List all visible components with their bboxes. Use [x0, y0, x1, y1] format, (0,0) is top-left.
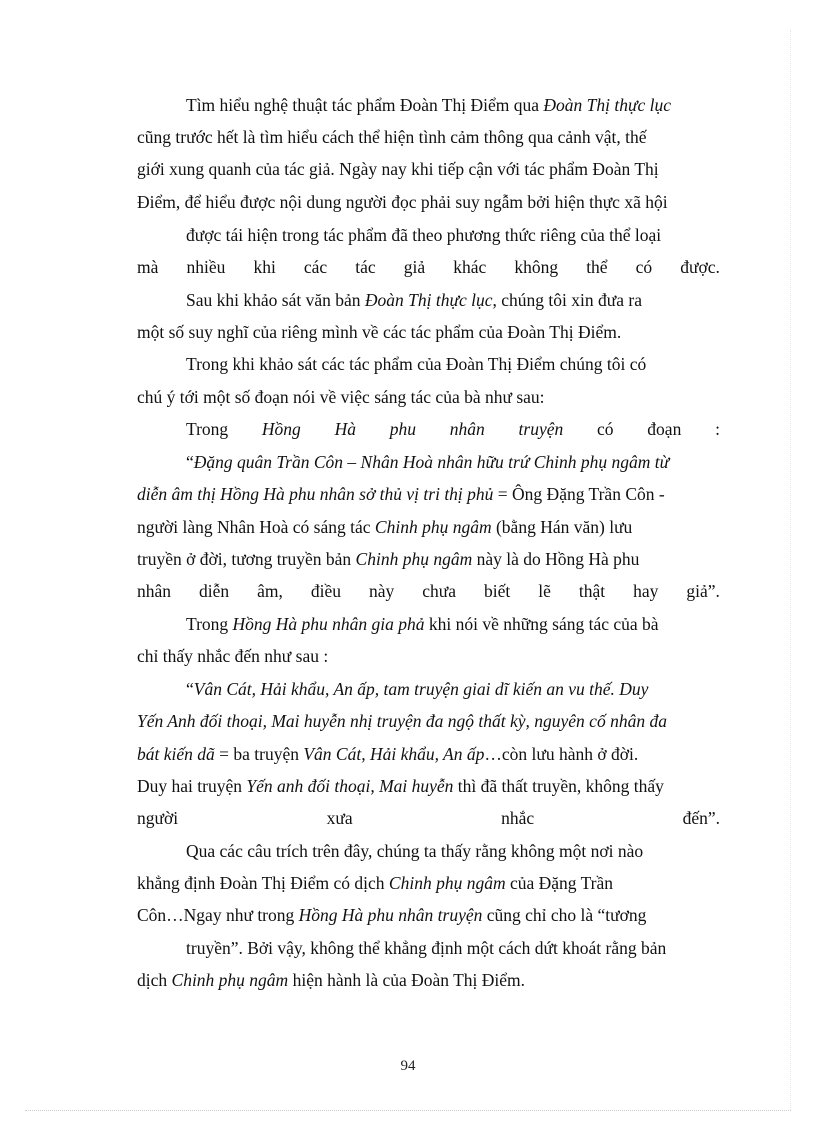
word: tác [355, 257, 376, 277]
italic-word: phu [389, 419, 416, 439]
text-run: khi nói về những sáng tác của bà [424, 614, 659, 634]
word: đến”. [682, 808, 720, 828]
text-run: Côn…Ngay như trong [137, 905, 299, 925]
text-line-16-justified [137, 581, 720, 603]
italic-title: Chinh phụ ngâm [374, 517, 492, 537]
word: có [635, 257, 653, 277]
text-line-4: Điểm, để hiểu được nội dung người đọc phải suy ngẫm bởi hiện thực xã hội [137, 192, 668, 212]
text-run: …còn lưu hành ở đời. [484, 744, 639, 764]
text-line-25 [137, 873, 720, 895]
text-run: truyền ở đời, tương truyền bản [137, 549, 356, 569]
text-line-17 [186, 614, 720, 636]
word: Trong [186, 419, 229, 439]
text-run: người làng Nhân Hoà có sáng tác [137, 517, 375, 537]
word: người [137, 808, 179, 828]
text-run: Tìm hiểu nghệ thuật tác phẩm Đoàn Thị Điểm qua [186, 95, 544, 115]
page-number: 94 [400, 1058, 416, 1074]
word: khi [253, 257, 276, 277]
text-run: này là do Hồng Hà phu [472, 549, 640, 569]
italic-quote: Yến Anh đối thoại, Mai huyễn nhị truyện đa ngộ thất kỳ, nguyên cố nhân đa [137, 711, 667, 731]
text-line-10: chú ý tới một số đoạn nói về việc sáng tác của bà như sau: [137, 387, 545, 407]
word: này [369, 581, 395, 601]
word: khác [453, 257, 487, 277]
word: nhiều [186, 257, 226, 277]
text-line-6-justified [137, 257, 720, 279]
text-line-18: chỉ thấy nhắc đến như sau : [137, 646, 329, 666]
italic-word: truyện [518, 419, 564, 439]
text-line-3: giới xung quanh của tác giả. Ngày nay khi tiếp cận với tác phẩm Đoàn Thị [137, 159, 659, 179]
text-run: = ba truyện [214, 744, 304, 764]
text-run: Sau khi khảo sát văn bản [186, 290, 365, 310]
text-line-21 [137, 744, 720, 766]
word: được. [680, 257, 720, 277]
text-run: dịch [137, 970, 172, 990]
italic-title: Đoàn Thị thực lục [364, 290, 493, 310]
text-run: (bằng Hán văn) lưu [491, 517, 633, 537]
text-line-12 [186, 452, 720, 474]
text-run: , chúng tôi xin đưa ra [492, 290, 642, 310]
word: có [597, 419, 614, 439]
text-run: khẳng định Đoàn Thị Điểm có dịch [137, 873, 389, 893]
word: không [514, 257, 559, 277]
text-line-24: Qua các câu trích trên đây, chúng ta thấy rằng không một nơi nào [186, 841, 644, 861]
word: các [303, 257, 328, 277]
italic-word: Hồng [261, 419, 301, 439]
text-line-22 [137, 776, 720, 798]
text-line-7 [186, 290, 720, 312]
text-run: = Ông Đặng Trần Côn - [493, 484, 665, 504]
italic-title: Chinh phụ ngâm [171, 970, 289, 990]
word: mà [137, 257, 159, 277]
word: xưa [326, 808, 353, 828]
italic-title: Chinh phụ ngâm [388, 873, 506, 893]
italic-quote: bát kiến dã [137, 744, 215, 764]
word: nhắc [501, 808, 535, 828]
word: giả”. [686, 581, 720, 601]
word: hay [633, 581, 659, 601]
text-run: hiện hành là của Đoàn Thị Điểm. [288, 970, 526, 990]
italic-title: Vân Cát, Hải khẩu, An ấp [303, 744, 485, 764]
open-quote: “ [186, 452, 194, 472]
italic-title: Hồng Hà phu nhân truyện [298, 905, 483, 925]
word: đoạn [647, 419, 682, 439]
italic-quote: Đặng quân Trần Côn – Nhân Hoà nhân hữu trứ Chinh phụ ngâm từ [193, 452, 670, 472]
italic-title: Hồng Hà phu nhân gia phả [232, 614, 425, 634]
word: thể [586, 257, 608, 277]
text-line-28 [137, 970, 720, 992]
word: giả [403, 257, 426, 277]
word: : [715, 419, 720, 439]
italic-quote: diễn âm thị Hồng Hà phu nhân sở thủ vị tri thị phủ [137, 484, 494, 504]
text-run: Duy hai truyện [137, 776, 247, 796]
word: diễn [199, 581, 230, 601]
text-line-19 [186, 679, 720, 701]
text-line-26 [137, 905, 720, 927]
text-line-23-justified [137, 808, 720, 830]
text-line-1 [186, 95, 720, 117]
italic-word: Hà [334, 419, 356, 439]
text-line-8: một số suy nghĩ của riêng mình về các tác phẩm của Đoàn Thị Điểm. [137, 322, 622, 342]
italic-title: Yến anh đối thoại, Mai huyễn [246, 776, 454, 796]
italic-title: Đoàn Thị thực lục [543, 95, 672, 115]
word: chưa [422, 581, 457, 601]
page-bottom-border [25, 1110, 791, 1111]
text-line-5: được tái hiện trong tác phẩm đã theo phương thức riêng của thể loại [186, 225, 662, 245]
text-run: thì đã thất truyền, không thấy [453, 776, 664, 796]
page-right-border [790, 30, 791, 1110]
word: thật [578, 581, 606, 601]
word: nhân [137, 581, 172, 601]
text-line-11-justified [186, 419, 720, 441]
word: lẽ [538, 581, 551, 601]
italic-quote: Vân Cát, Hải khẩu, An ấp, tam truyện giai dĩ kiến an vu thế. Duy [193, 679, 649, 699]
word: điều [310, 581, 342, 601]
word: âm, [257, 581, 283, 601]
italic-word: nhân [449, 419, 485, 439]
italic-title: Chinh phụ ngâm [355, 549, 473, 569]
text-line-13 [137, 484, 720, 506]
text-run: của Đặng Trần [505, 873, 614, 893]
text-line-15 [137, 549, 720, 571]
text-line-9: Trong khi khảo sát các tác phẩm của Đoàn Thị Điểm chúng tôi có [186, 354, 647, 374]
text-line-2: cũng trước hết là tìm hiểu cách thể hiện tình cảm thông qua cảnh vật, thế [137, 127, 647, 147]
text-line-27: truyền”. Bởi vậy, không thể khẳng định một cách dứt khoát rằng bản [186, 938, 667, 958]
open-quote: “ [186, 679, 194, 699]
text-line-20 [137, 711, 720, 733]
text-run: cũng chỉ cho là “tương [482, 905, 647, 925]
text-line-14 [137, 517, 720, 539]
text-run: Trong [186, 614, 233, 634]
word: biết [484, 581, 511, 601]
